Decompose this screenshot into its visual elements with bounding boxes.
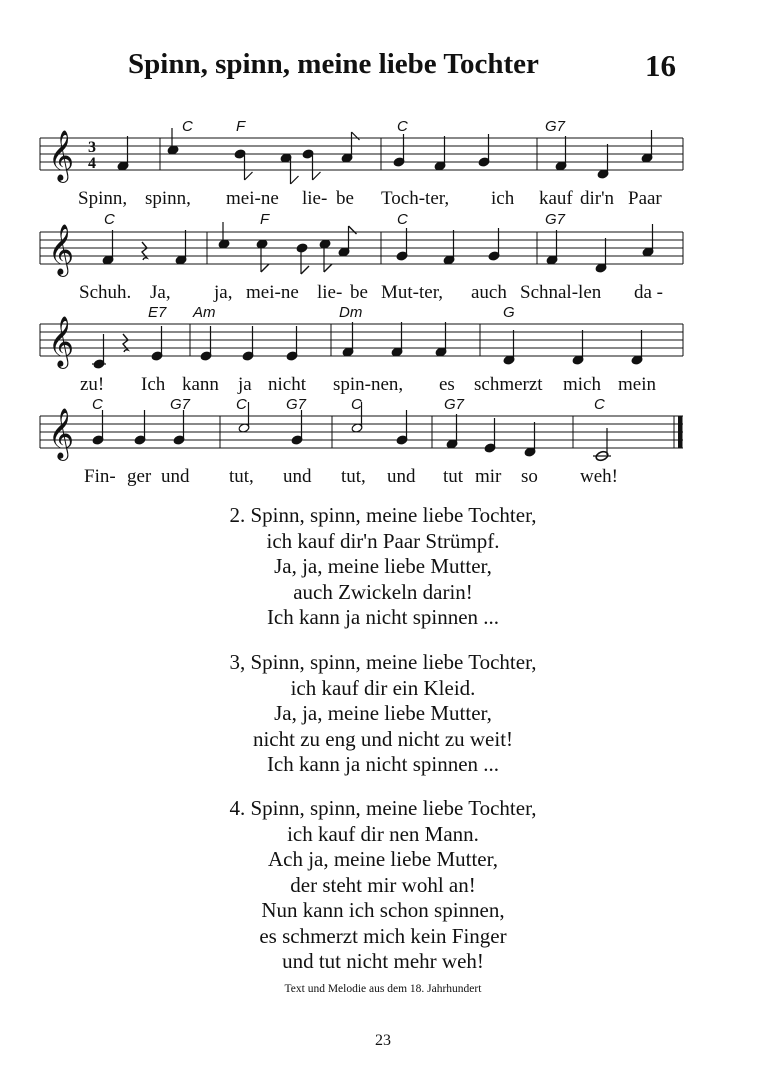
song-number: 16 [645,48,676,83]
lyric-syllable: ja [238,374,252,395]
lyric-syllable: Spinn, [78,188,128,209]
lyric-syllable: und [387,466,416,487]
verse-line: der steht mir wohl an! [290,872,476,897]
lyric-syllable: mei-ne [246,282,299,303]
lyric-syllable: tut, [229,466,254,487]
chord: C [104,211,115,228]
lyric-syllable: mei-ne [226,188,279,209]
lyric-syllable: Ich [141,374,166,395]
lyric-syllable: Ja, [150,282,171,303]
verse-line: Ja, ja, meine liebe Mutter, [274,554,492,578]
verse-line: es schmerzt mich kein Finger [259,923,507,948]
treble-clef-icon: 𝄞 [48,224,75,275]
chord: C [92,396,103,413]
treble-clef-icon: 𝄞 [48,130,75,181]
verse-line: ich kauf dir ein Kleid. [290,675,476,700]
credit-line: Text und Melodie aus dem 18. Jahrhundert [284,983,482,995]
verse-line: 2. Spinn, spinn, meine liebe Tochter, [229,503,537,527]
chord: C [397,118,408,135]
chord: G7 [170,396,191,413]
verse-line: ich kauf dir nen Mann. [287,821,479,846]
lyric-syllable: tut [443,466,464,487]
lyric-syllable: lie- [302,188,328,209]
lyric-syllable: mein [618,374,656,395]
treble-clef-icon: 𝄞 [48,316,75,367]
lyric-syllable: ja, [214,282,233,303]
chord: C [236,396,247,413]
chord: C [182,118,193,135]
verse-line: Ja, ja, meine liebe Mutter, [274,701,492,725]
chord: G [503,304,515,321]
verse-line: nicht zu eng und nicht zu weit! [252,726,514,751]
music-staff-2 [0,212,766,287]
lyric-syllable: schmerzt [474,374,543,395]
verse-line: Nun kann ich schon spinnen, [261,898,505,922]
song-title-text: Spinn, spinn, meine liebe Tochter [128,48,539,80]
music-staff-4 [0,398,766,473]
chord: G7 [286,396,307,413]
lyric-syllable: und [283,466,312,487]
lyric-syllable: Paar [628,188,662,209]
lyric-syllable: Toch-ter, [381,188,450,209]
verse-line: Ach ja, meine liebe Mutter, [267,847,499,871]
chord: C [351,396,362,413]
chord: E7 [148,304,167,321]
lyric-syllable: Schnal-len [520,282,602,303]
lyric-syllable: kauf [539,188,573,209]
verse-2 [0,503,766,631]
lyric-syllable: tut, [341,466,366,487]
lyric-syllable: und [161,466,190,487]
chord: G7 [444,396,465,413]
lyric-syllable: so [521,466,538,487]
lyric-syllable: da - [634,282,664,303]
lyric-syllable: ger [127,466,152,487]
chord: F [260,211,270,228]
verse-line: und tut nicht mehr weh! [282,949,484,973]
lyric-syllable: Fin- [84,466,116,487]
verse-line: 3, Spinn, spinn, meine liebe Tochter, [229,650,537,674]
lyric-syllable: es [439,374,455,395]
verse-3 [0,650,766,778]
lyric-syllable: zu! [80,374,105,395]
lyric-syllable: mich [563,374,601,395]
lyric-syllable: ich [491,188,515,209]
lyric-syllable: Schuh. [79,282,132,303]
lyric-syllable: be [336,188,354,209]
lyric-syllable: spin-nen, [333,374,404,395]
lyric-syllable: be [350,282,368,303]
lyric-syllable: nicht [268,374,306,395]
page-number: 23 [375,1032,391,1049]
time-signature-top: 3 [88,139,96,156]
lyric-syllable: weh! [580,466,618,487]
lyric-syllable: Mut-ter, [381,282,444,303]
chord: C [594,396,605,413]
lyric-syllable: spinn, [145,188,191,209]
final-barline [678,416,683,448]
chord: G7 [545,118,566,135]
lyric-syllable: dir'n [580,188,615,209]
verse-line: 4. Spinn, spinn, meine liebe Tochter, [229,796,537,820]
chord: C [397,211,408,228]
verse-line: Ich kann ja nicht spinnen ... [266,605,500,629]
time-signature-bottom: 4 [88,155,96,172]
lyric-syllable: kann [182,374,219,395]
verse-4 [0,796,766,975]
chord: Dm [339,304,363,321]
lyric-syllable: lie- [317,282,343,303]
lyric-syllable: mir [475,466,502,487]
chord: F [236,118,246,135]
music-staff-1 [0,120,766,195]
treble-clef-icon: 𝄞 [48,408,75,459]
lyric-syllable: auch [471,282,507,303]
verse-line: ich kauf dir'n Paar Strümpf. [266,528,500,553]
music-staff-3 [0,305,766,380]
chord: Am [193,304,216,321]
chord: G7 [545,211,566,228]
verse-line: Ich kann ja nicht spinnen ... [266,752,500,776]
verse-line: auch Zwickeln darin! [293,579,473,604]
